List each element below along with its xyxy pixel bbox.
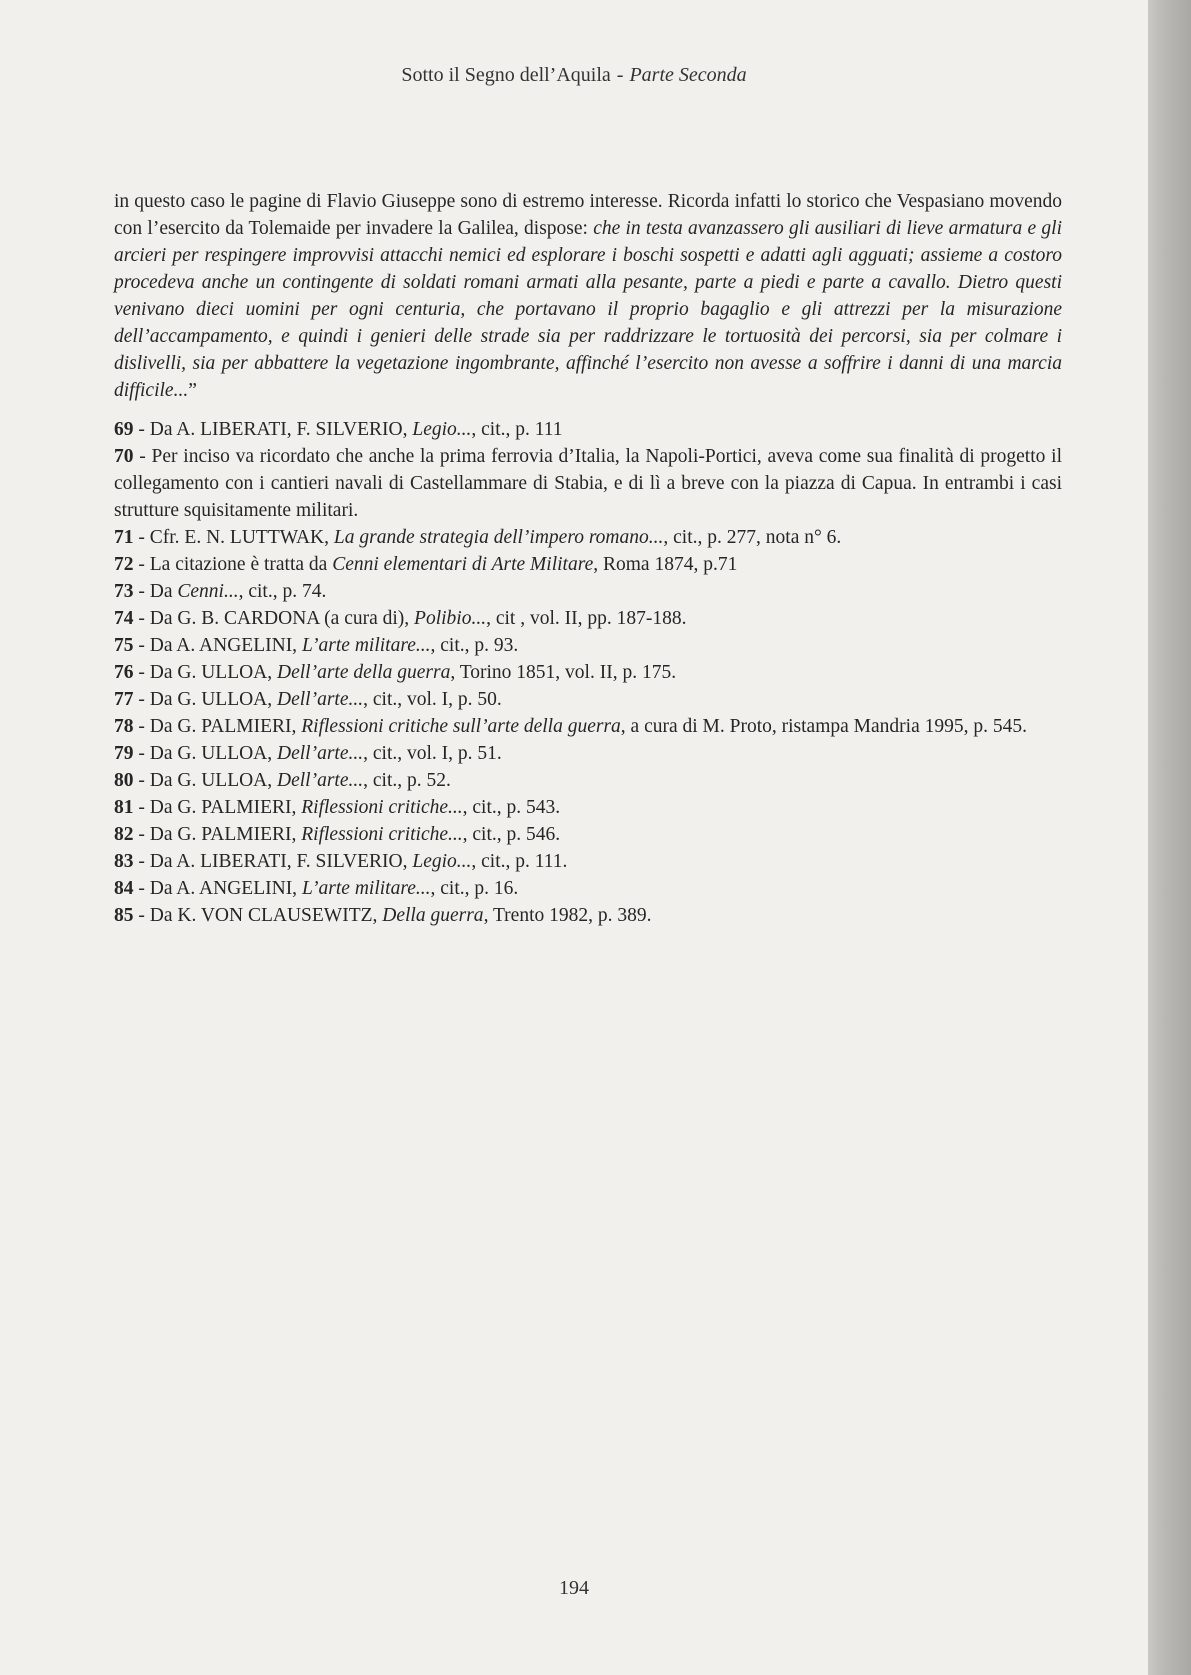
endnote-text: Da G. B. CARDONA (a cura di), — [149, 608, 415, 629]
endnote-text: Da A. ANGELINI, — [149, 878, 302, 899]
endnote-separator: - — [133, 689, 150, 710]
endnote-text: Da G. PALMIERI, — [149, 824, 302, 845]
endnote-citation: , Roma 1874, p.71 — [593, 554, 738, 575]
endnote-separator: - — [133, 716, 150, 737]
endnote-text: Da A. ANGELINI, — [149, 635, 302, 656]
endnote-separator: - — [133, 608, 150, 629]
endnote-text: Per inciso va ricordato che anche la prima ferrovia d’Italia, la Napoli-Portici, aveva come sua finalità di progetto il collegamento con i cantieri navali di Castellammare di Stabia, e di lì a breve con la piazza di Capua. In entrambi i casi strutture squisitamente militari. — [114, 446, 1062, 521]
endnote-separator: - — [133, 662, 150, 683]
endnote-citation: , Torino 1851, vol. II, p. 175. — [450, 662, 677, 683]
endnote-work-title: L’arte militare... — [301, 635, 431, 656]
page-edge-shadow — [1148, 0, 1191, 1675]
endnote-70 — [114, 443, 1062, 524]
endnote-number: 80 — [114, 770, 134, 791]
intro-paragraph — [114, 188, 1062, 404]
intro-lead: in questo caso le pagine di Flavio Giuseppe sono di estremo interesse. Ricorda infatti lo storico che Vespasiano movendo con l’esercito da Tolemaide per invadere la Galilea, dispose: — [114, 191, 1062, 239]
endnote-work-title: Riflessioni critiche... — [301, 824, 463, 845]
endnote-85 — [114, 902, 1062, 929]
endnote-work-title: Dell’arte... — [277, 743, 364, 764]
endnote-citation: , cit., p. 277, nota n° 6. — [663, 527, 842, 548]
endnote-separator: - — [133, 554, 150, 575]
endnote-text: Da G. ULLOA, — [149, 662, 278, 683]
endnote-work-title: Della guerra — [382, 905, 484, 926]
endnote-77 — [114, 686, 1062, 713]
endnote-citation: , cit., p. 546. — [462, 824, 561, 845]
header-separator: - — [616, 64, 624, 86]
endnote-work-title: Cenni elementari di Arte Militare — [332, 554, 594, 575]
endnote-separator: - — [133, 770, 150, 791]
endnote-work-title: Dell’arte... — [277, 689, 364, 710]
endnote-work-title: La grande strategia dell’impero romano... — [333, 527, 664, 548]
endnote-separator: - — [133, 878, 150, 899]
page-number: 194 — [559, 1577, 589, 1599]
endnote-72 — [114, 551, 1062, 578]
endnote-citation: , cit., vol. I, p. 51. — [363, 743, 502, 764]
endnote-number: 72 — [114, 554, 134, 575]
endnote-citation: , cit., p. 111. — [471, 851, 568, 872]
endnote-citation: , cit., p. 16. — [430, 878, 519, 899]
endnote-work-title: Riflessioni critiche sull’arte della guerra — [301, 716, 621, 737]
section-title: Parte Seconda — [629, 64, 747, 86]
endnote-work-title: Legio... — [412, 851, 472, 872]
body-text — [114, 188, 1062, 929]
endnote-text: Da G. PALMIERI, — [149, 797, 302, 818]
endnote-text: La citazione è tratta da — [149, 554, 333, 575]
endnote-number: 75 — [114, 635, 134, 656]
endnote-citation: , a cura di M. Proto, ristampa Mandria 1995, p. 545. — [620, 716, 1027, 737]
endnote-number: 76 — [114, 662, 134, 683]
endnote-citation: , cit., p. 543. — [462, 797, 561, 818]
endnote-citation: , Trento 1982, p. 389. — [483, 905, 652, 926]
endnote-separator: - — [133, 419, 150, 440]
endnote-74 — [114, 605, 1062, 632]
endnote-work-title: L’arte militare... — [301, 878, 431, 899]
endnote-citation: , cit., p. 111 — [471, 419, 563, 440]
endnote-number: 78 — [114, 716, 134, 737]
endnote-number: 79 — [114, 743, 134, 764]
endnote-citation: , cit., p. 93. — [430, 635, 519, 656]
endnote-number: 70 — [114, 446, 134, 467]
endnote-citation: , cit., p. 74. — [238, 581, 327, 602]
endnote-number: 73 — [114, 581, 134, 602]
endnotes-list — [114, 416, 1062, 929]
endnote-work-title: Dell’arte... — [277, 770, 364, 791]
endnote-number: 85 — [114, 905, 134, 926]
intro-quote: che in testa avanzassero gli ausiliari di lieve armatura e gli arcieri per respingere improvvisi attacchi nemici ed esplorare i boschi sospetti e adatti agli agguati; assieme a costoro procedeva anche un contingente di soldati romani armati alla pesante, parte a piedi e parte a cavallo. Dietro questi venivano dieci uomini per ogni centuria, che portavano il proprio bagaglio e gli attrezzi per la misurazione dell’accampamento, e quindi i genieri delle strade sia per raddrizzare le tortuosità dei percorsi, sia per colmare i dislivelli, sia per abbattere la vegetazione ingombrante, affinché l’esercito non avesse a soffrire i danni di una marcia difficile... — [114, 218, 1062, 401]
endnote-separator: - — [133, 446, 152, 467]
endnote-citation: , cit., vol. I, p. 50. — [363, 689, 502, 710]
endnote-number: 81 — [114, 797, 134, 818]
endnote-number: 69 — [114, 419, 134, 440]
endnote-separator: - — [133, 527, 150, 548]
endnote-separator: - — [133, 743, 150, 764]
endnote-69 — [114, 416, 1062, 443]
intro-close: ” — [188, 380, 197, 401]
endnote-number: 82 — [114, 824, 134, 845]
endnote-work-title: Polibio... — [414, 608, 487, 629]
endnote-text: Da A. LIBERATI, F. SILVERIO, — [149, 851, 413, 872]
endnote-83 — [114, 848, 1062, 875]
endnote-number: 83 — [114, 851, 134, 872]
endnote-number: 77 — [114, 689, 134, 710]
endnote-71 — [114, 524, 1062, 551]
endnote-separator: - — [133, 851, 150, 872]
endnote-text: Cfr. E. N. LUTTWAK, — [149, 527, 334, 548]
endnote-separator: - — [133, 824, 150, 845]
endnote-80 — [114, 767, 1062, 794]
endnote-text: Da G. PALMIERI, — [149, 716, 302, 737]
endnote-work-title: Legio... — [412, 419, 472, 440]
endnote-work-title: Cenni... — [177, 581, 239, 602]
endnote-citation: , cit , vol. II, pp. 187-188. — [486, 608, 687, 629]
endnote-text: Da G. ULLOA, — [149, 743, 278, 764]
endnote-81 — [114, 794, 1062, 821]
endnote-separator: - — [133, 581, 150, 602]
endnote-75 — [114, 632, 1062, 659]
endnote-number: 74 — [114, 608, 134, 629]
endnote-text: Da A. LIBERATI, F. SILVERIO, — [149, 419, 413, 440]
endnote-78 — [114, 713, 1062, 740]
endnote-82 — [114, 821, 1062, 848]
running-header — [0, 64, 1148, 87]
endnote-number: 84 — [114, 878, 134, 899]
book-title: Sotto il Segno dell’Aquila — [401, 64, 611, 86]
endnote-text: Da — [149, 581, 178, 602]
endnote-separator: - — [133, 797, 150, 818]
endnote-work-title: Riflessioni critiche... — [301, 797, 463, 818]
endnote-79 — [114, 740, 1062, 767]
endnote-work-title: Dell’arte della guerra — [277, 662, 451, 683]
endnote-76 — [114, 659, 1062, 686]
endnote-separator: - — [133, 635, 150, 656]
endnote-text: Da G. ULLOA, — [149, 770, 278, 791]
endnote-number: 71 — [114, 527, 134, 548]
endnote-73 — [114, 578, 1062, 605]
endnote-text: Da G. ULLOA, — [149, 689, 278, 710]
endnote-84 — [114, 875, 1062, 902]
endnote-separator: - — [133, 905, 150, 926]
endnote-text: Da K. VON CLAUSEWITZ, — [149, 905, 383, 926]
endnote-citation: , cit., p. 52. — [363, 770, 451, 791]
